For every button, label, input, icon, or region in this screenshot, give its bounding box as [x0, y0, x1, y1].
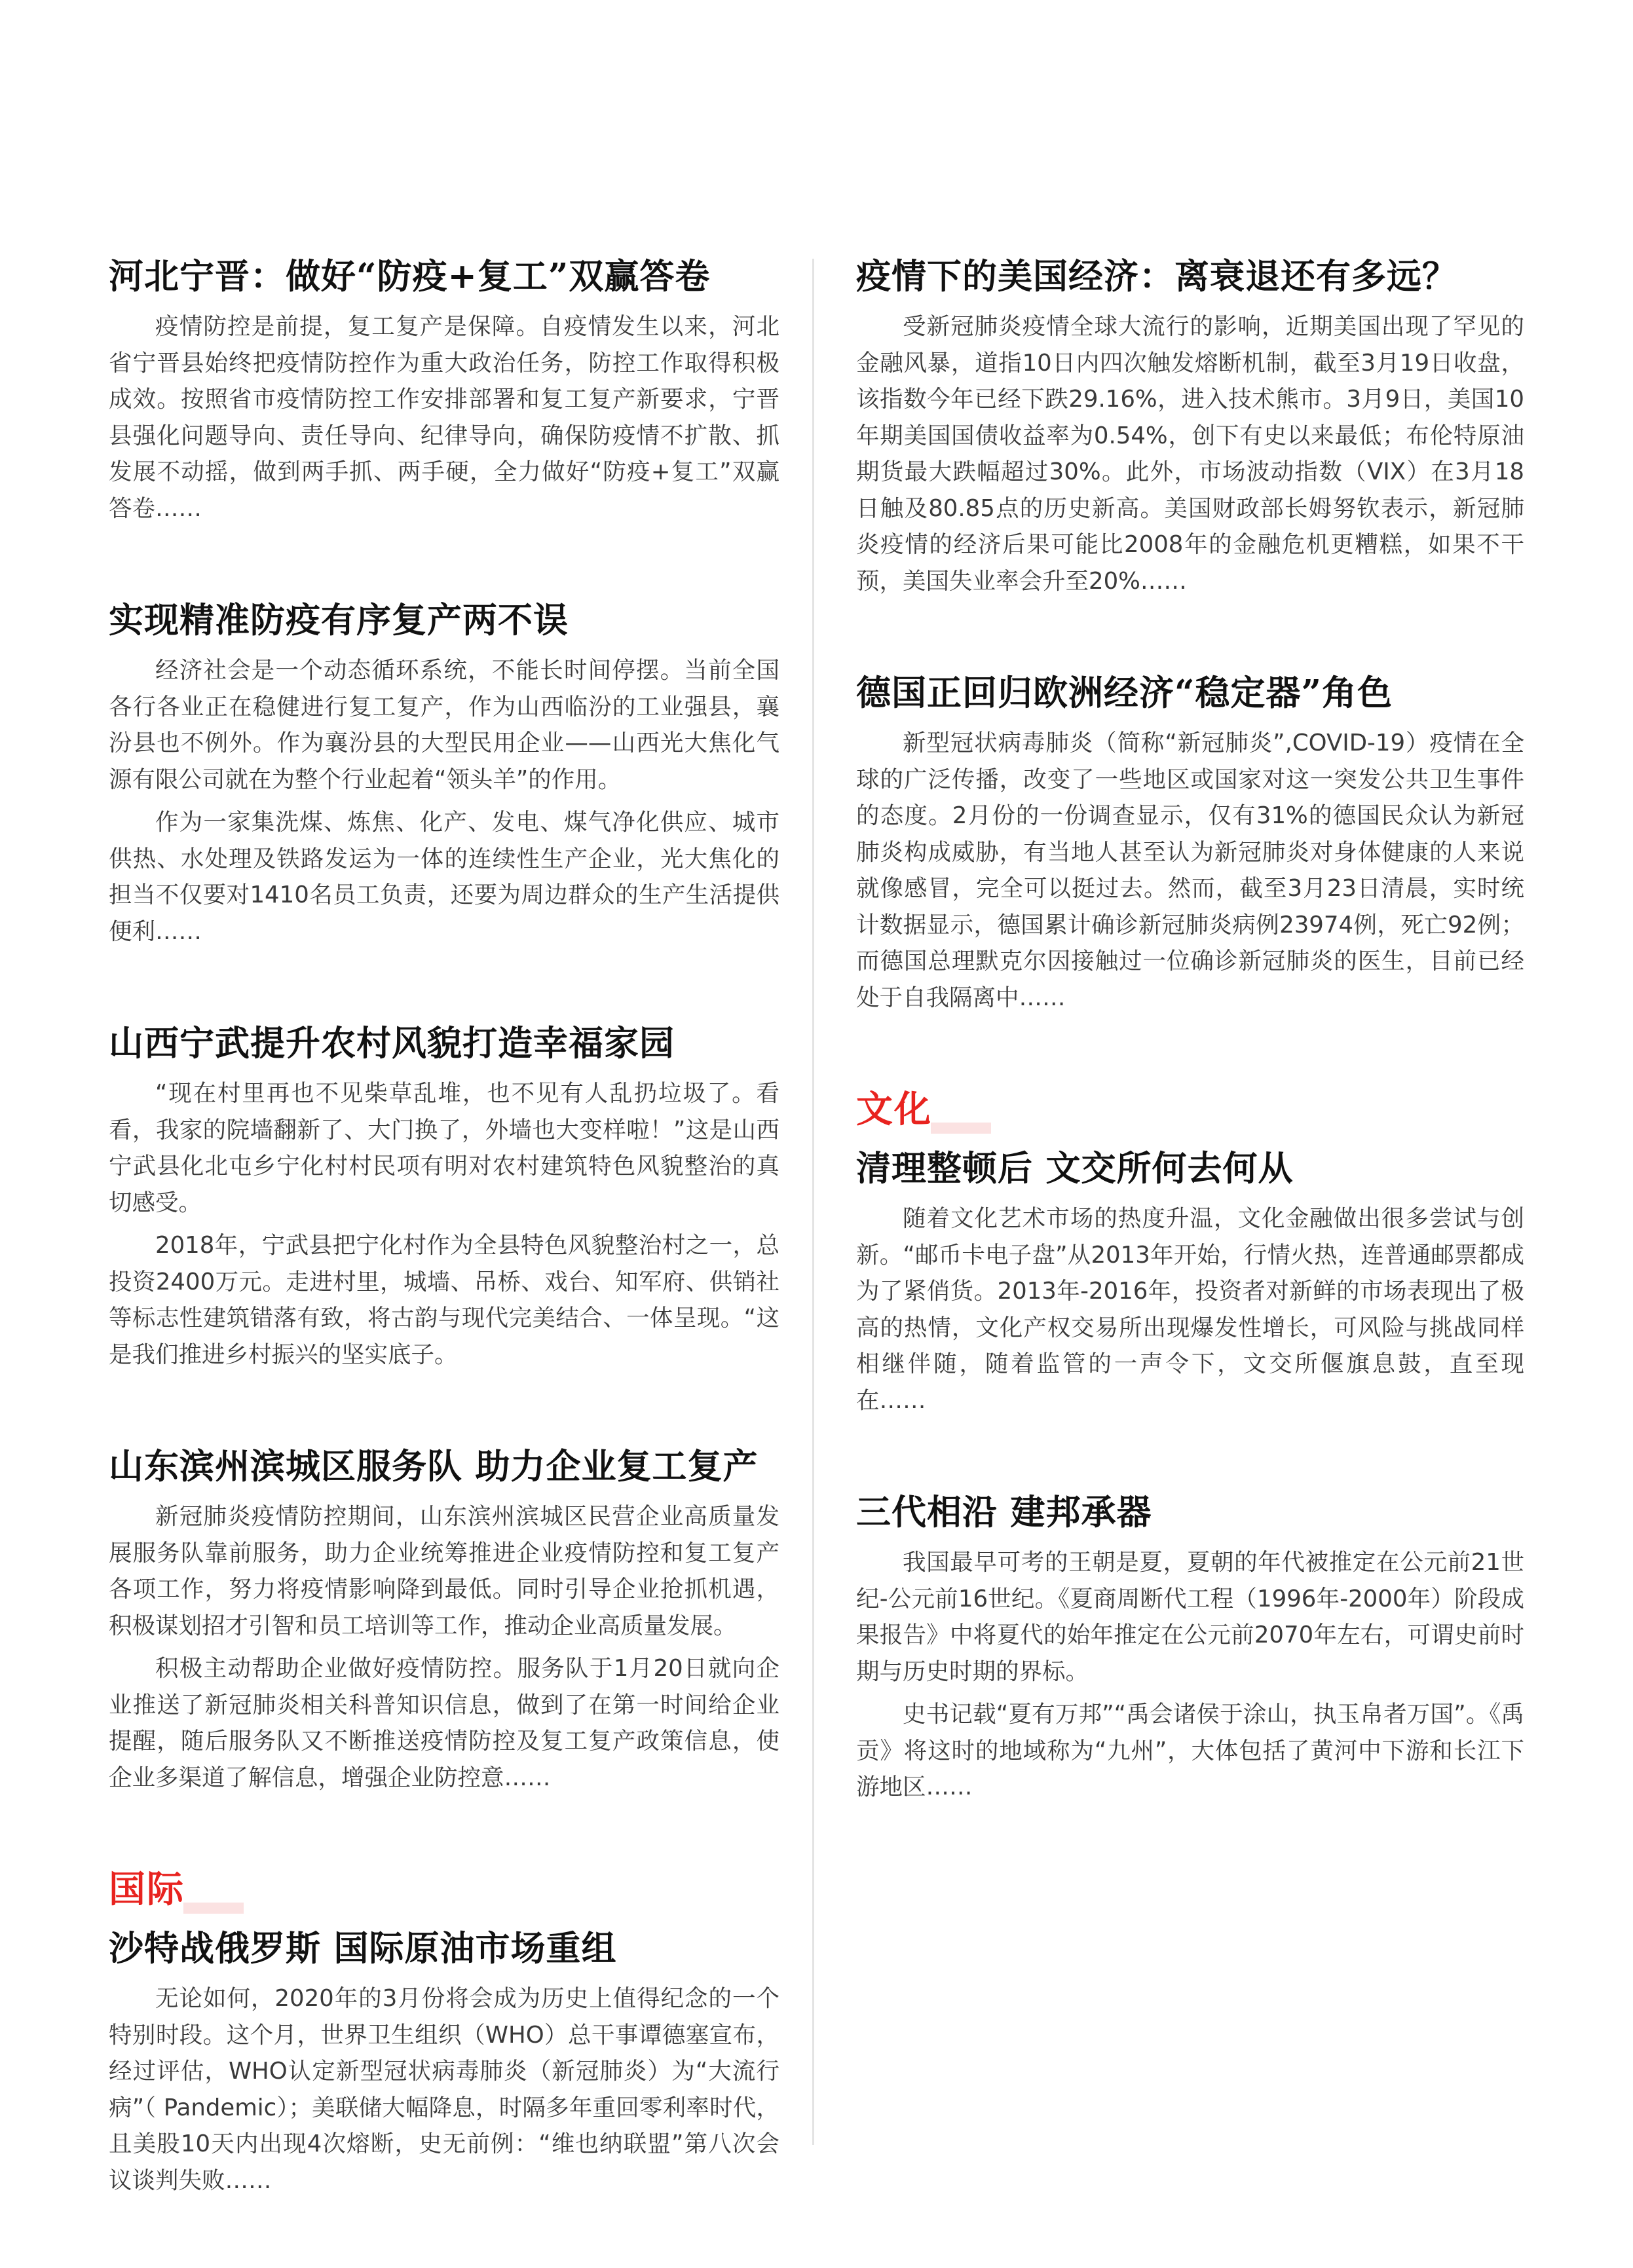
article-paragraph: 新型冠状病毒肺炎（简称“新冠肺炎”,COVID-19）疫情在全球的广泛传播，改变了一些地区或国家对这一突发公共卫生事件的态度。2月份的一份调查显示，仅有31%的德国民众认为新冠肺炎构成威胁，有当地人甚至认为新冠肺炎对身体健康的人来说就像感冒，完全可以挺过去。然而，截至3月23日清晨，实时统计数据显示，德国累计确诊新冠肺炎病例23974例，死亡92例；而德国总理默克尔因接触过一位确诊新冠肺炎的医生，目前已经处于自我隔离中…… [856, 730, 1524, 1011]
section-accent-bar [931, 1123, 991, 1134]
article-paragraph: 2018年，宁武县把宁化村作为全县特色风貌整治村之一，总投资2400万元。走进村里，城墙、吊桥、戏台、知军府、供销社等标志性建筑错落有致，将古韵与现代完美结合、一体呈现。“这是我们推进乡村振兴的坚实底子。 [109, 1232, 779, 1368]
right-top-articles [856, 252, 1524, 1016]
article [109, 1924, 779, 2199]
article-title: 疫情下的美国经济：离衰退还有多远？ [856, 256, 1457, 297]
article-title: 清理整顿后 文交所何去何从 [856, 1148, 1294, 1189]
article [109, 1019, 779, 1373]
article-paragraph: 受新冠肺炎疫情全球大流行的影响，近期美国出现了罕见的金融风暴，道指10日内四次触发熔断机制，截至3月19日收盘，该指数今年已经下跌29.16%，进入技术熊市。3月9日，美国10年期美国国债收益率为0.54%，创下有史以来最低；布伦特原油期货最大跌幅超过30%。此外，市场波动指数（VIX）在3月18日触及80.85点的历史新高。美国财政部长姆努钦表示，新冠肺炎疫情的经济后果可能比2008年的金融危机更糟糕，如果不干预，美国失业率会升至20%…… [856, 313, 1524, 595]
column-divider [812, 259, 814, 2145]
article-title: 河北宁晋：做好“防疫+复工”双赢答卷 [109, 256, 711, 297]
section-header-culture [856, 1085, 1524, 1135]
right-column [856, 252, 1524, 1875]
article-paragraph: 作为一家集洗煤、炼焦、化产、发电、煤气净化供应、城市供热、水处理及铁路发运为一体的连续性生产企业，光大焦化的担当不仅要对1410名员工负责，还要为周边群众的生产生活提供便利…… [109, 809, 779, 945]
article [856, 1144, 1524, 1419]
left-bottom-articles [109, 1924, 779, 2199]
section-label-international: 国际 [109, 1868, 185, 1911]
article [856, 252, 1524, 599]
article-title: 山东滨州滨城区服务队 助力企业复工复产 [109, 1446, 759, 1487]
article-paragraph: “现在村里再也不见柴草乱堆，也不见有人乱扔垃圾了。看看，我家的院墙翻新了、大门换了，外墙也大变样啦！”这是山西宁武县化北屯乡宁化村村民项有明对农村建筑特色风貌整治的真切感受。 [109, 1080, 779, 1216]
article-paragraph: 积极主动帮助企业做好疫情防控。服务队于1月20日就向企业推送了新冠肺炎相关科普知识信息，做到了在第一时间给企业提醒，随后服务队又不断推送疫情防控及复工复产政策信息，使企业多渠道了解信息，增强企业防控意…… [109, 1655, 779, 1791]
article-title: 三代相沿 建邦承器 [856, 1492, 1152, 1533]
left-top-articles [109, 252, 779, 1796]
article-title: 山西宁武提升农村风貌打造幸福家园 [109, 1023, 675, 1064]
left-column [109, 252, 779, 2268]
article [109, 596, 779, 950]
article [856, 669, 1524, 1016]
article-title: 德国正回归欧洲经济“稳定器”角色 [856, 673, 1393, 713]
article [856, 1488, 1524, 1806]
right-bottom-articles [856, 1144, 1524, 1806]
article-paragraph: 随着文化艺术市场的热度升温，文化金融做出很多尝试与创新。“邮币卡电子盘”从2013年开始，行情火热，连普通邮票都成为了紧俏货。2013年-2016年，投资者对新鲜的市场表现出了极高的热情，文化产权交易所出现爆发性增长，可风险与挑战同样相继伴随，随着监管的一声令下，文交所偃旗息鼓，直至现在…… [856, 1205, 1524, 1414]
article-title: 实现精准防疫有序复产两不误 [109, 600, 569, 641]
section-label-culture: 文化 [856, 1088, 932, 1131]
article [109, 252, 779, 527]
article-paragraph: 史书记载“夏有万邦”“禹会诸侯于涂山，执玉帛者万国”。《禹贡》将这时的地域称为“九州”，大体包括了黄河中下游和长江下游地区…… [856, 1701, 1524, 1800]
article-paragraph: 经济社会是一个动态循环系统，不能长时间停摆。当前全国各行各业正在稳健进行复工复产，作为山西临汾的工业强县，襄汾县也不例外。作为襄汾县的大型民用企业——山西光大焦化气源有限公司就在为整个行业起着“领头羊”的作用。 [109, 657, 779, 793]
article-paragraph: 新冠肺炎疫情防控期间，山东滨州滨城区民营企业高质量发展服务队靠前服务，助力企业统筹推进企业疫情防控和复工复产各项工作，努力将疫情影响降到最低。同时引导企业抢抓机遇，积极谋划招才引智和员工培训等工作，推动企业高质量发展。 [109, 1503, 779, 1639]
article-title: 沙特战俄罗斯 国际原油市场重组 [109, 1928, 617, 1969]
article-paragraph: 疫情防控是前提，复工复产是保障。自疫情发生以来，河北省宁晋县始终把疫情防控作为重大政治任务，防控工作取得积极成效。按照省市疫情防控工作安排部署和复工复产新要求，宁晋县强化问题导向、责任导向、纪律导向，确保防疫情不扩散、抓发展不动摇，做到两手抓、两手硬，全力做好“防疫+复工”双赢答卷…… [109, 313, 779, 522]
section-accent-bar [183, 1903, 244, 1914]
article-paragraph: 无论如何，2020年的3月份将会成为历史上值得纪念的一个特别时段。这个月，世界卫生组织（WHO）总干事谭德塞宣布，经过评估，WHO认定新型冠状病毒肺炎（新冠肺炎）为“大流行病”（ Pandemic）；美联储大幅降息，时隔多年重回零利率时代，且美股10天内出现4次熔断，史无前例：“维也纳联盟”第八次会议谈判失败…… [109, 1985, 779, 2194]
article-paragraph: 我国最早可考的王朝是夏，夏朝的年代被推定在公元前21世纪-公元前16世纪。《夏商周断代工程（1996年-2000年）阶段成果报告》中将夏代的始年推定在公元前2070年左右，可谓史前时期与历史时期的界标。 [856, 1549, 1524, 1685]
article [109, 1442, 779, 1796]
section-header-international [109, 1865, 779, 1915]
